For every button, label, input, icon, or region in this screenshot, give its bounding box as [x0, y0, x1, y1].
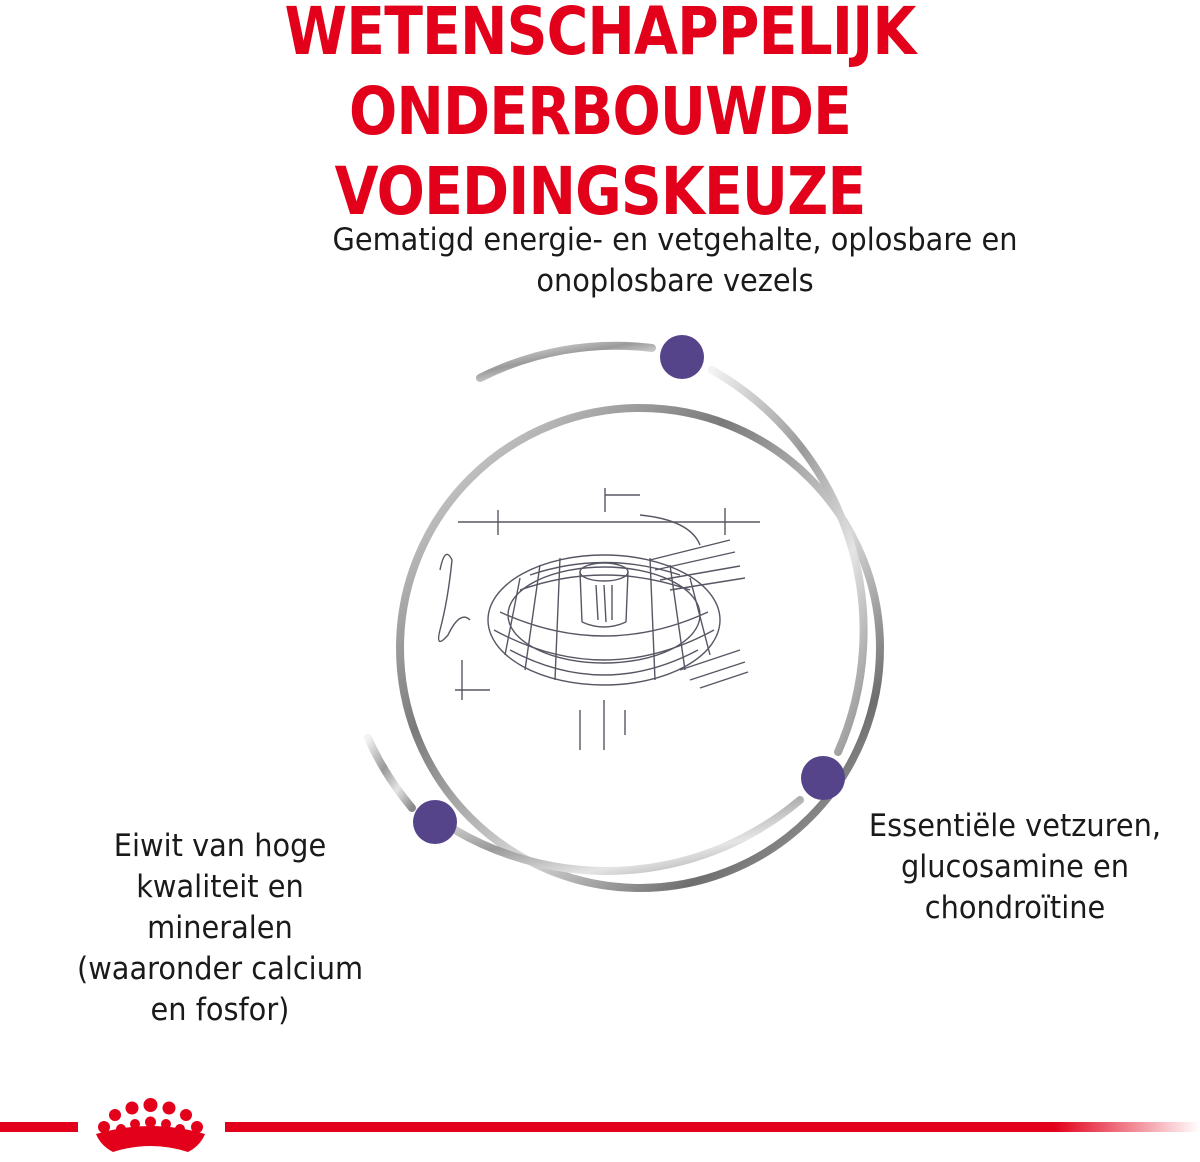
title-line-1: WETENSCHAPPELIJK ONDERBOUWDE [284, 0, 916, 150]
label-line: kwaliteit en [136, 869, 304, 905]
label-line: Eiwit van hoge [113, 828, 327, 864]
label-line: (waaronder calcium [76, 951, 364, 987]
label-line: Essentiële vetzuren, [868, 808, 1162, 844]
dot-left [413, 800, 457, 844]
outer-arc-top [480, 346, 652, 378]
label-line: chondroïtine [924, 890, 1106, 926]
donut-kibble-sketch-icon [439, 488, 760, 750]
label-line: glucosamine en [900, 849, 1130, 885]
footer-red-line-right [225, 1122, 1200, 1132]
inner-ring [400, 408, 880, 888]
label-line: mineralen [147, 910, 293, 946]
label-line: onoplosbare vezels [536, 263, 814, 299]
label-line: en fosfor) [150, 992, 290, 1028]
title-line-2: VOEDINGSKEUZE [334, 153, 866, 230]
royal-crown-icon [88, 1096, 213, 1160]
dot-right [801, 756, 845, 800]
outer-arc-left [368, 738, 412, 808]
footer-red-line-left [0, 1122, 78, 1132]
dot-top [660, 335, 704, 379]
label-line: Gematigd energie- en vetgehalte, oplosbare en [332, 222, 1018, 258]
